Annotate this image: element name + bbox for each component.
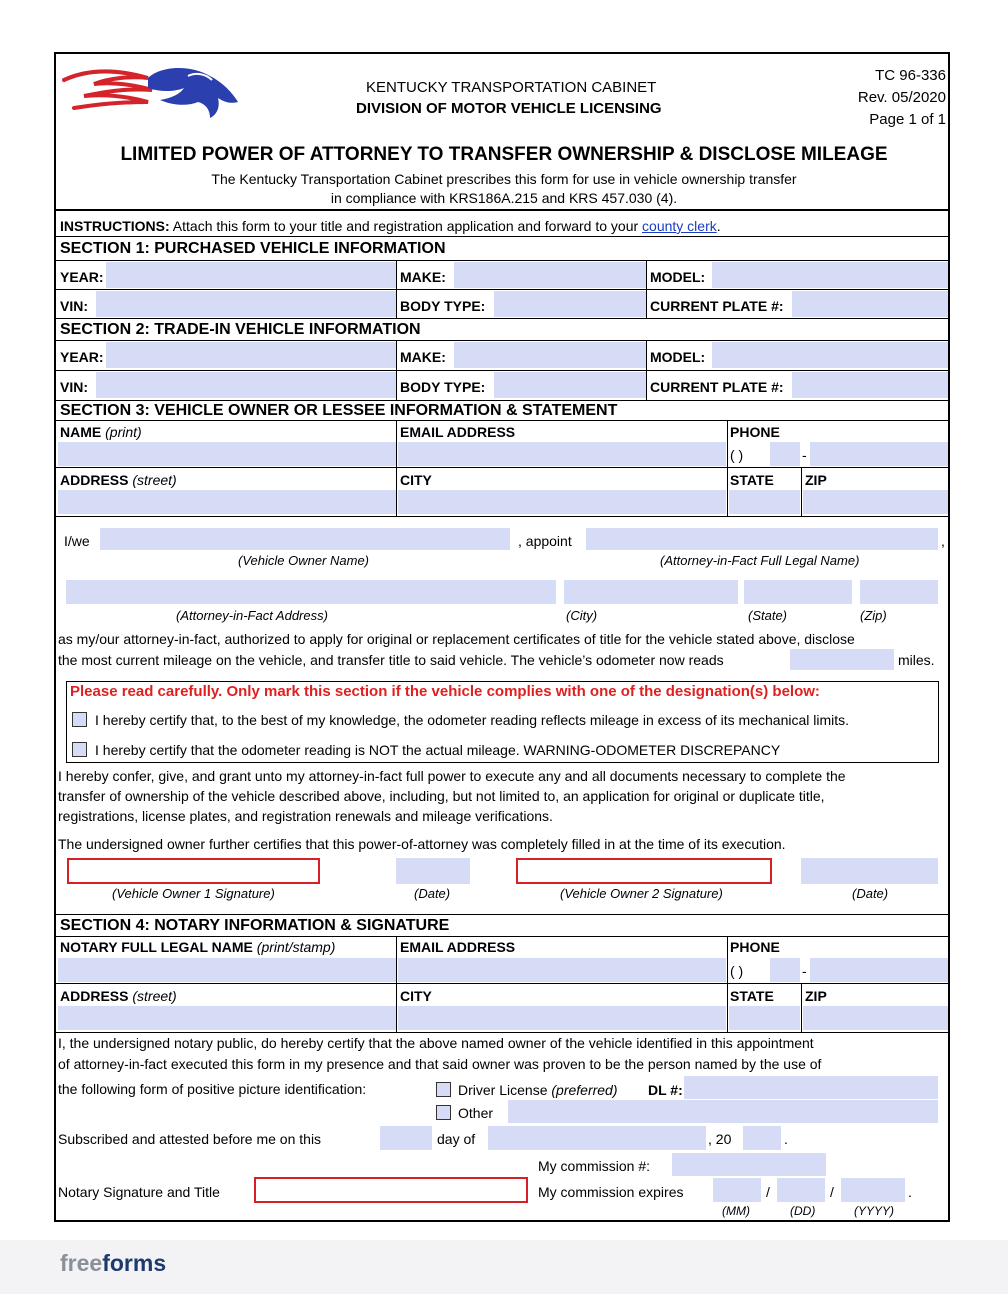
s3-phone-label: PHONE xyxy=(730,424,780,440)
cap-owner1-date: (Date) xyxy=(414,886,451,901)
grid-line xyxy=(56,260,950,261)
s3-address-hint: (street) xyxy=(132,472,177,488)
grid-line xyxy=(801,467,802,516)
iwe-label: I/we xyxy=(64,533,90,549)
s3-name-input[interactable] xyxy=(58,442,396,466)
id-driver-license-label xyxy=(458,1082,618,1098)
s3-city-label: CITY xyxy=(400,472,432,488)
cap-aif-address: (Attorney-in-Fact Address) xyxy=(176,608,328,623)
dl-number-label: DL #: xyxy=(648,1082,683,1098)
s3-phone-prefix-input[interactable] xyxy=(770,442,800,466)
cert-mechanical-limits-checkbox[interactable] xyxy=(72,712,87,727)
id-other-label: Other xyxy=(458,1105,494,1121)
s2-year-label: YEAR: xyxy=(60,349,104,365)
owner1-signature-field[interactable] xyxy=(67,858,320,884)
s4-address-label xyxy=(60,988,177,1004)
s3-phone-dash: - xyxy=(802,447,807,463)
s2-body-input[interactable] xyxy=(494,372,646,398)
s2-vin-input[interactable] xyxy=(96,372,396,398)
s3-name-hint: (print) xyxy=(105,424,142,440)
s2-model-label: MODEL: xyxy=(650,349,706,365)
grid-line xyxy=(56,340,950,341)
county-clerk-link[interactable]: county clerk xyxy=(642,218,717,234)
s4-email-input[interactable] xyxy=(398,958,726,982)
s1-year-input[interactable] xyxy=(106,262,396,288)
date-slash-1: / xyxy=(766,1184,770,1200)
dl-text: Driver License xyxy=(458,1082,548,1098)
s4-phone-prefix-input[interactable] xyxy=(770,958,800,982)
dl-number-input[interactable] xyxy=(684,1076,938,1099)
warning-text: Please read carefully. Only mark this section if the vehicle complies with one of the designation(s) below: xyxy=(70,683,820,700)
s1-vin-input[interactable] xyxy=(96,291,396,317)
s1-plate-input[interactable] xyxy=(792,291,948,317)
s4-address-text: ADDRESS xyxy=(60,988,129,1004)
cap-owner2-signature: (Vehicle Owner 2 Signature) xyxy=(560,886,723,901)
s4-city-label: CITY xyxy=(400,988,432,1004)
s3-phone-line-input[interactable] xyxy=(810,442,948,466)
s1-model-input[interactable] xyxy=(712,262,948,288)
grid-line xyxy=(56,914,950,915)
instructions-label: INSTRUCTIONS: xyxy=(60,218,170,234)
freeforms-logo[interactable] xyxy=(60,1250,166,1277)
day-input[interactable] xyxy=(380,1126,432,1150)
grant-line3: registrations, license plates, and registration renewals and mileage verifications. xyxy=(58,808,553,824)
s1-make-input[interactable] xyxy=(454,262,646,288)
instructions-end: . xyxy=(716,218,721,234)
aif-city-input[interactable] xyxy=(564,580,738,604)
section1-title: SECTION 1: PURCHASED VEHICLE INFORMATION xyxy=(60,240,446,257)
notary-para-line3: the following form of positive picture identification: xyxy=(58,1081,367,1097)
s4-phone-line-input[interactable] xyxy=(810,958,948,982)
appoint-comma: , xyxy=(941,533,945,549)
s4-address-input[interactable] xyxy=(58,1006,396,1030)
s4-name-label xyxy=(60,939,335,955)
cap-dd: (DD) xyxy=(790,1204,816,1218)
appoint-label: , appoint xyxy=(518,533,572,549)
commission-dd-input[interactable] xyxy=(777,1178,825,1202)
miles-label: miles. xyxy=(898,652,935,668)
grid-line xyxy=(801,983,802,1032)
s1-model-label: MODEL: xyxy=(650,269,706,285)
cap-owner-name: (Vehicle Owner Name) xyxy=(238,553,370,568)
grid-line xyxy=(56,516,950,517)
s4-email-label: EMAIL ADDRESS xyxy=(400,939,516,955)
cap-yyyy: (YYYY) xyxy=(854,1204,895,1218)
s2-make-input[interactable] xyxy=(454,342,646,368)
aif-address-input[interactable] xyxy=(66,580,556,604)
instructions-text: Attach this form to your title and registration application and forward to your xyxy=(169,218,643,234)
grid-line xyxy=(56,289,950,290)
id-other-input[interactable] xyxy=(508,1100,938,1123)
kytc-horse-logo-icon xyxy=(60,62,242,122)
cert-not-actual-label: I hereby certify that the odometer reading is NOT the actual mileage. WARNING-ODOMETER DISCREPANCY xyxy=(95,742,781,758)
s1-plate-label: CURRENT PLATE #: xyxy=(650,298,784,314)
section4-title: SECTION 4: NOTARY INFORMATION & SIGNATURE xyxy=(60,917,450,934)
s4-name-text: NOTARY FULL LEGAL NAME xyxy=(60,939,253,955)
day-of-label: day of xyxy=(437,1131,476,1147)
s4-name-input[interactable] xyxy=(58,958,396,982)
commission-yyyy-input[interactable] xyxy=(841,1178,905,1202)
s2-plate-input[interactable] xyxy=(792,372,948,398)
section2-title: SECTION 2: TRADE-IN VEHICLE INFORMATION xyxy=(60,321,421,338)
s3-city-input[interactable] xyxy=(398,490,726,514)
commission-period: . xyxy=(908,1184,912,1200)
s3-email-label: EMAIL ADDRESS xyxy=(400,424,516,440)
cert-not-actual-checkbox[interactable] xyxy=(72,742,87,757)
cap-zip: (Zip) xyxy=(860,608,887,623)
s3-address-text: ADDRESS xyxy=(60,472,129,488)
grid-line xyxy=(727,936,728,1032)
grant-line2: transfer of ownership of the vehicle described above, including, but not limited to, an application for original or duplicate title, xyxy=(58,788,825,804)
aif-zip-input[interactable] xyxy=(860,580,938,604)
form-number: TC 96-336 xyxy=(875,67,946,84)
grid-line xyxy=(56,1032,950,1033)
notary-signature-field[interactable] xyxy=(254,1177,528,1203)
form-subtitle-line2: in compliance with KRS186A.215 and KRS 457.030 (4). xyxy=(330,190,678,206)
s3-state-input[interactable] xyxy=(729,490,800,514)
notary-para-line2: of attorney-in-fact executed this form in my presence and that said owner was proven to be the person named by the use of xyxy=(58,1056,822,1072)
brand-forms: forms xyxy=(102,1250,167,1276)
header-divider xyxy=(56,209,948,211)
form-subtitle-line1: The Kentucky Transportation Cabinet prescribes this form for use in vehicle ownership transfer xyxy=(211,171,797,187)
odometer-input[interactable] xyxy=(790,649,894,670)
s4-phone-label: PHONE xyxy=(730,939,780,955)
commission-number-label: My commission #: xyxy=(538,1158,651,1174)
grid-line xyxy=(396,936,397,1032)
authority-para-line2: the most current mileage on the vehicle, and transfer title to said vehicle. The vehicle’s odometer now reads xyxy=(58,652,724,668)
grid-line xyxy=(56,318,950,319)
subscribed-label: Subscribed and attested before me on this xyxy=(58,1131,322,1147)
id-driver-license-checkbox[interactable] xyxy=(436,1082,451,1097)
brand-free: free xyxy=(60,1250,103,1276)
s2-model-input[interactable] xyxy=(712,342,948,368)
s3-state-label: STATE xyxy=(730,472,774,488)
section3-title: SECTION 3: VEHICLE OWNER OR LESSEE INFORMATION & STATEMENT xyxy=(60,402,618,419)
authority-para-line1: as my/our attorney-in-fact, authorized to apply for original or replacement certificates of title for the vehicle stated above, disclose xyxy=(58,631,855,647)
cap-mm: (MM) xyxy=(722,1204,750,1218)
owner2-signature-field[interactable] xyxy=(516,858,772,884)
s1-vin-label: VIN: xyxy=(60,298,88,314)
grid-line xyxy=(56,236,950,237)
s3-phone-area: ( ) xyxy=(730,447,744,463)
grid-line xyxy=(56,420,950,421)
page-number: Page 1 of 1 xyxy=(869,111,946,128)
s2-year-input[interactable] xyxy=(106,342,396,368)
s4-city-input[interactable] xyxy=(398,1006,726,1030)
cap-owner1-signature: (Vehicle Owner 1 Signature) xyxy=(112,886,275,901)
grid-line xyxy=(56,467,950,468)
cap-owner2-date: (Date) xyxy=(852,886,889,901)
s3-zip-label: ZIP xyxy=(805,472,827,488)
month-input[interactable] xyxy=(488,1126,706,1150)
year-period: . xyxy=(784,1131,788,1147)
aif-state-input[interactable] xyxy=(744,580,852,604)
s1-year-label: YEAR: xyxy=(60,269,104,285)
owner2-date-input[interactable] xyxy=(801,858,938,884)
agency-name: KENTUCKY TRANSPORTATION CABINET xyxy=(366,79,657,96)
s4-state-input[interactable] xyxy=(729,1006,800,1030)
commission-number-input[interactable] xyxy=(672,1153,826,1176)
s4-zip-label: ZIP xyxy=(805,988,827,1004)
s3-zip-input[interactable] xyxy=(803,490,948,514)
s3-address-input[interactable] xyxy=(58,490,396,514)
grid-line xyxy=(727,420,728,516)
grid-line xyxy=(56,370,950,371)
s2-make-label: MAKE: xyxy=(400,349,446,365)
cert-mechanical-limits-label: I hereby certify that, to the best of my knowledge, the odometer reading reflects mileage in excess of its mechanical limits. xyxy=(95,712,850,728)
grid-line xyxy=(56,983,950,984)
cap-city: (City) xyxy=(566,608,598,623)
s1-body-input[interactable] xyxy=(494,291,646,317)
s4-phone-dash: - xyxy=(802,963,807,979)
s4-zip-input[interactable] xyxy=(803,1006,948,1030)
notary-signature-label: Notary Signature and Title xyxy=(58,1184,220,1200)
dl-hint: (preferred) xyxy=(551,1082,618,1098)
cap-state: (State) xyxy=(748,608,788,623)
year-prefix: , 20 xyxy=(708,1131,732,1147)
s1-make-label: MAKE: xyxy=(400,269,446,285)
grid-line xyxy=(396,420,397,516)
instructions-line xyxy=(60,218,721,234)
commission-expires-label: My commission expires xyxy=(538,1184,684,1200)
form-title: LIMITED POWER OF ATTORNEY TO TRANSFER OWNERSHIP & DISCLOSE MILEAGE xyxy=(120,144,888,165)
grant-line1: I hereby confer, give, and grant unto my attorney-in-fact full power to execute any and all documents necessary to complete the xyxy=(58,768,846,784)
s3-address-label xyxy=(60,472,177,488)
s1-body-label: BODY TYPE: xyxy=(400,298,486,314)
s4-state-label: STATE xyxy=(730,988,774,1004)
s4-address-hint: (street) xyxy=(132,988,177,1004)
owner1-date-input[interactable] xyxy=(396,858,470,884)
id-other-checkbox[interactable] xyxy=(436,1105,451,1120)
year-input[interactable] xyxy=(743,1126,781,1150)
s2-vin-label: VIN: xyxy=(60,379,88,395)
cap-aif-name: (Attorney-in-Fact Full Legal Name) xyxy=(660,553,860,568)
notary-para-line1: I, the undersigned notary public, do hereby certify that the above named owner of the vehicle identified in this appointment xyxy=(58,1035,814,1051)
s2-plate-label: CURRENT PLATE #: xyxy=(650,379,784,395)
grid-line xyxy=(56,936,950,937)
revision-date: Rev. 05/2020 xyxy=(857,89,946,106)
s4-name-hint: (print/stamp) xyxy=(256,939,336,955)
s2-body-label: BODY TYPE: xyxy=(400,379,486,395)
commission-mm-input[interactable] xyxy=(713,1178,761,1202)
grid-line xyxy=(56,400,950,401)
s3-name-label xyxy=(60,424,142,440)
s3-name-text: NAME xyxy=(60,424,102,440)
owner-name-input[interactable] xyxy=(100,528,510,550)
s3-email-input[interactable] xyxy=(398,442,726,466)
date-slash-2: / xyxy=(830,1184,834,1200)
division-name: DIVISION OF MOTOR VEHICLE LICENSING xyxy=(356,100,662,117)
s4-phone-area: ( ) xyxy=(730,963,744,979)
owner-certifies-text: The undersigned owner further certifies that this power-of-attorney was completely filled in at the time of its execution. xyxy=(58,836,786,852)
aif-name-input[interactable] xyxy=(586,528,938,550)
